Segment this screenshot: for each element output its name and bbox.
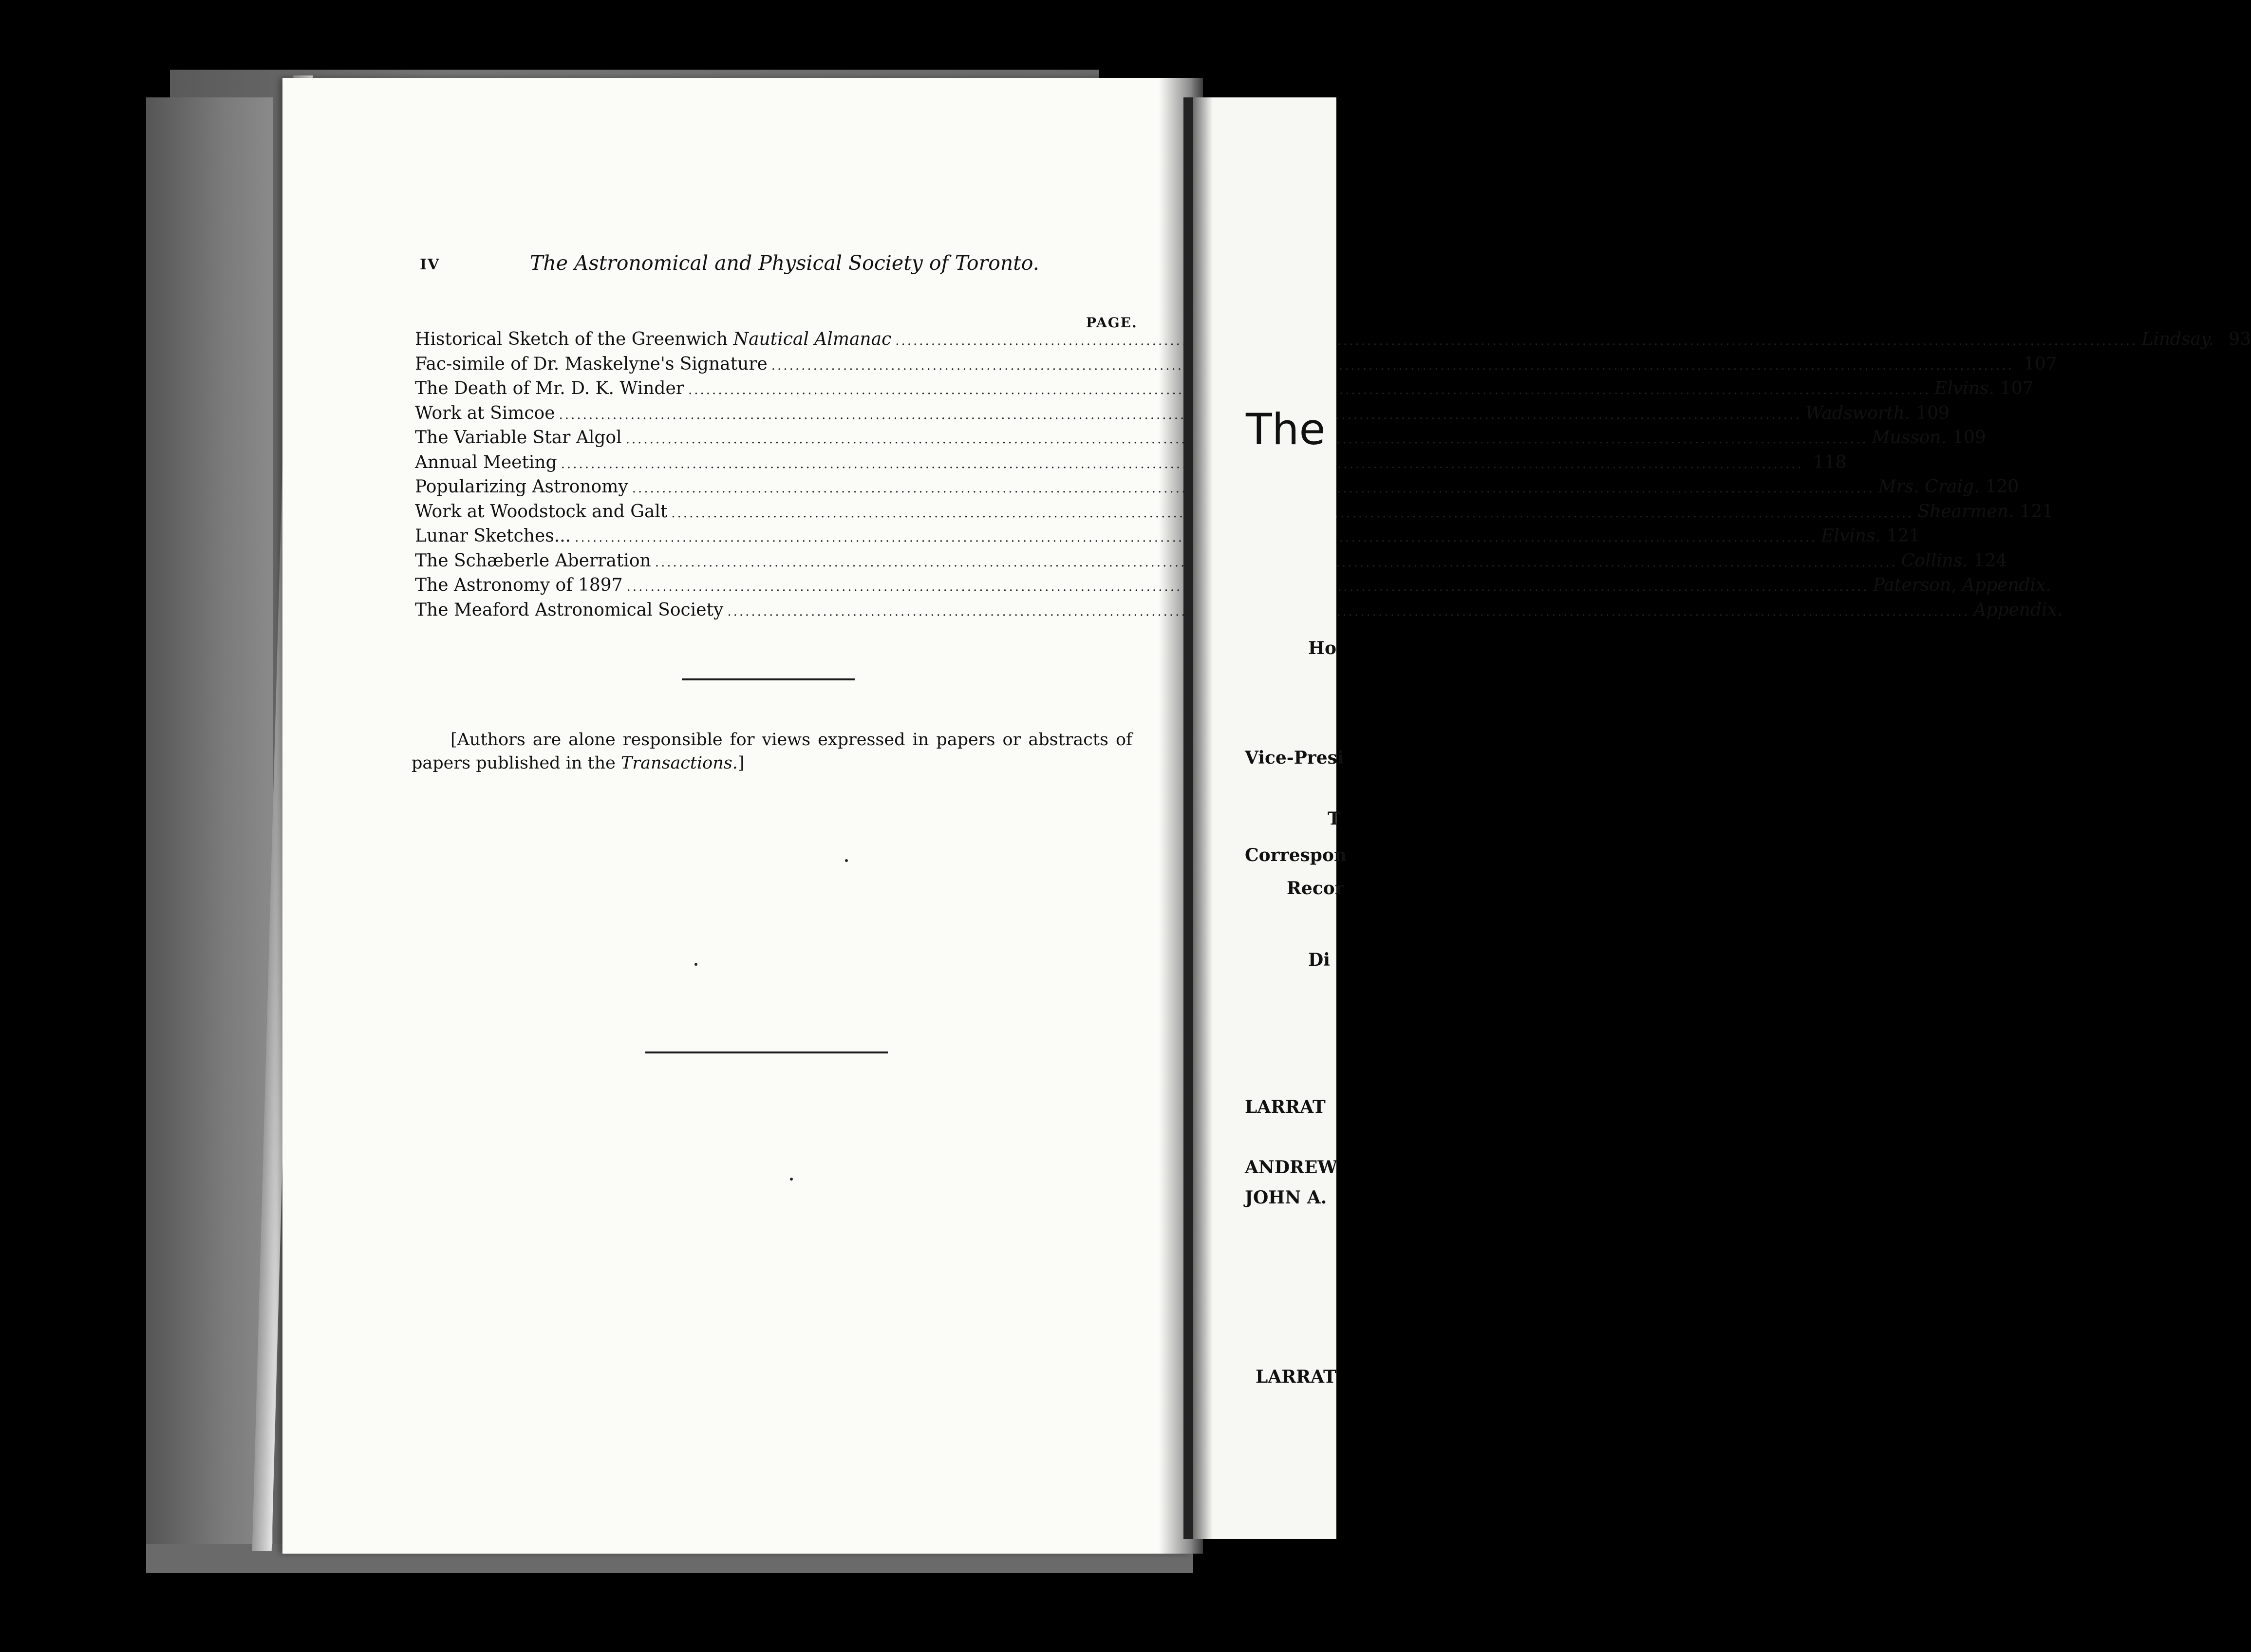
entry-title: The Schæberle Aberration bbox=[415, 550, 651, 571]
responsibility-note: [Authors are alone responsible for views expressed in papers or abstracts of papers published in the Transactions.] bbox=[412, 730, 1132, 773]
entry-title-italic: Nautical Almanac bbox=[733, 329, 892, 349]
entry-title: Historical Sketch of the Greenwich Nautical Almanac bbox=[415, 329, 892, 349]
contents-entry bbox=[415, 327, 2251, 352]
entry-author: Musson. bbox=[1872, 428, 1947, 448]
transactions-italic: Transactions. bbox=[621, 753, 738, 773]
entry-page: 121 bbox=[2020, 501, 2054, 522]
entry-title: The Meaford Astronomical Society bbox=[415, 600, 724, 620]
right-fragment: Vice-Presi bbox=[1245, 748, 1344, 768]
right-fragment: Recor bbox=[1287, 878, 1344, 899]
right-fragment: JOHN A. bbox=[1245, 1187, 1327, 1208]
contents-entry bbox=[415, 475, 2019, 500]
entry-title: The Variable Star Algol bbox=[415, 428, 622, 448]
entry-page: 93 bbox=[2229, 329, 2251, 349]
right-fragment: LARRAT bbox=[1256, 1367, 1336, 1387]
leader-dots bbox=[771, 354, 2014, 378]
entry-title: Annual Meeting bbox=[415, 452, 557, 472]
entry-title: Lunar Sketches... bbox=[415, 526, 571, 546]
right-fragment: Ho bbox=[1308, 638, 1337, 658]
entry-page: 109 bbox=[1916, 403, 1950, 423]
entry-page: 118 bbox=[1813, 452, 1847, 472]
page-column-label: PAGE. bbox=[1086, 315, 1138, 331]
right-fragment: Correspon bbox=[1245, 845, 1347, 865]
speck bbox=[845, 859, 848, 862]
leader-dots bbox=[895, 329, 2138, 354]
contents-entry bbox=[415, 549, 2007, 574]
folio-number: IV bbox=[420, 256, 440, 273]
entry-title: Fac-simile of Dr. Maskelyne's Signature bbox=[415, 354, 768, 374]
contents-entry bbox=[415, 352, 2057, 377]
right-fragment: ANDREW bbox=[1245, 1157, 1337, 1178]
section-rule bbox=[645, 1051, 888, 1053]
contents-entry bbox=[415, 573, 2051, 598]
entry-title: Popularizing Astronomy bbox=[415, 477, 628, 497]
contents-entry bbox=[415, 500, 2054, 525]
right-page-title: The bbox=[1246, 404, 1326, 454]
entry-page: 121 bbox=[1886, 526, 1920, 546]
section-rule bbox=[682, 678, 855, 680]
right-page bbox=[1193, 97, 1336, 1539]
entry-page: 120 bbox=[1985, 477, 2019, 497]
entry-author: Paterson, Appendix. bbox=[1873, 575, 2051, 595]
entry-title: Work at Woodstock and Galt bbox=[415, 501, 668, 522]
running-title: The Astronomical and Physical Society of Toronto. bbox=[530, 251, 1039, 275]
entry-title: The Death of Mr. D. K. Winder bbox=[415, 378, 684, 398]
entry-author: Wadsworth. bbox=[1805, 403, 1911, 423]
contents-entry bbox=[415, 524, 1920, 549]
right-fragment: Di bbox=[1308, 950, 1330, 970]
leader-dots bbox=[727, 600, 1970, 624]
entry-title: Work at Simcoe bbox=[415, 403, 555, 423]
entry-author: Lindsay. bbox=[2141, 329, 2214, 349]
leader-dots bbox=[561, 452, 1803, 477]
contents-entry bbox=[415, 401, 1950, 426]
speck bbox=[694, 963, 697, 966]
entry-author: Mrs. Craig. bbox=[1878, 477, 1980, 497]
right-fragment: LARRAT bbox=[1245, 1097, 1326, 1117]
contents-list bbox=[415, 327, 2251, 622]
contents-entry bbox=[415, 598, 2063, 623]
contents-entry bbox=[415, 426, 1986, 451]
right-page-shade bbox=[1193, 97, 1213, 1539]
backing-board-edge bbox=[146, 97, 273, 1568]
entry-author: Elvins. bbox=[1934, 378, 1994, 398]
contents-entry bbox=[415, 451, 1847, 475]
speck bbox=[790, 1178, 793, 1181]
entry-page: 124 bbox=[1973, 550, 2007, 571]
entry-author: Collins. bbox=[1901, 550, 1968, 571]
right-fragment: T bbox=[1328, 808, 1341, 829]
contents-entry bbox=[415, 376, 2034, 401]
entry-author: Elvins. bbox=[1821, 526, 1881, 546]
entry-title: The Astronomy of 1897 bbox=[415, 575, 623, 595]
entry-page: 107 bbox=[2023, 354, 2057, 374]
leader-dots bbox=[559, 403, 1801, 428]
entry-page: 107 bbox=[2000, 378, 2034, 398]
entry-author: Shearmen. bbox=[1917, 501, 2014, 522]
left-page bbox=[282, 78, 1193, 1554]
entry-author: Appendix. bbox=[1973, 600, 2063, 620]
entry-page: 109 bbox=[1952, 428, 1986, 448]
